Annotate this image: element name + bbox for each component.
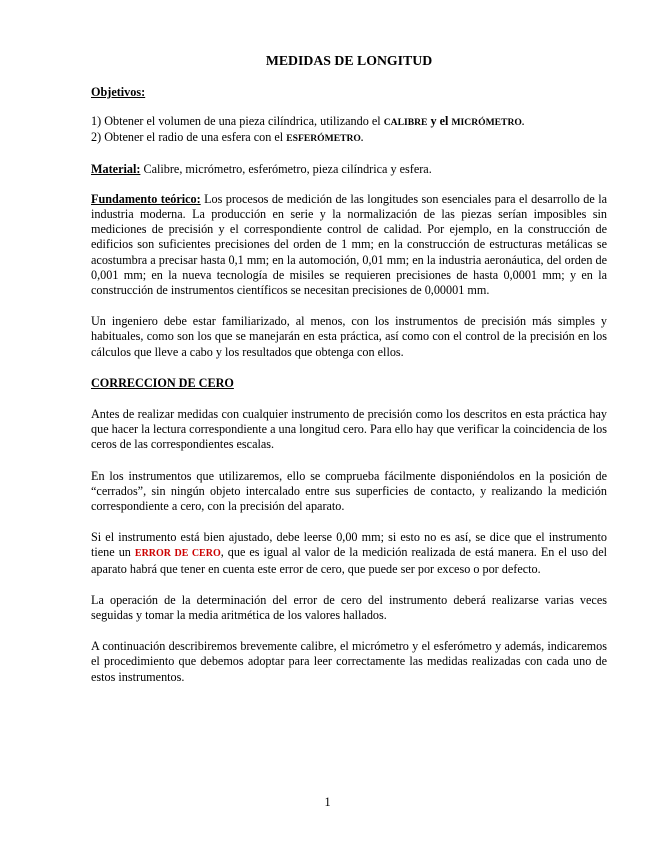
fundamento-paragraph bbox=[91, 192, 607, 298]
correccion-heading: CORRECCION DE CERO bbox=[91, 375, 234, 390]
correccion-paragraph-2: En los instrumentos que utilizaremos, ello se comprueba fácilmente disponiéndolos en la posición de “cerrados”, sin ningún objeto intercalado entre sus superficies de contacto, y realizando la medición correspondiente a cero, con la precisión del aparato. bbox=[91, 468, 607, 514]
objetivos-heading bbox=[91, 85, 607, 100]
objetivo-item-1 bbox=[91, 114, 607, 130]
correccion-paragraph-5: A continuación describiremos brevemente calibre, el micrómetro y el esferómetro y además, indicaremos el procedimiento que debemos adoptar para leer correctamente las medidas realizadas con cada uno de estos instrumentos. bbox=[91, 639, 607, 684]
correccion-paragraph-3 bbox=[91, 530, 607, 577]
p3-after-text: , que es igual al valor de la medición realizada de está manera. En el uso del aparato habrá que tener en cuenta este error de cero, que puede ser por exceso o por defecto. bbox=[91, 545, 608, 576]
page-content bbox=[91, 52, 607, 685]
document-title: MEDIDAS DE LONGITUD bbox=[265, 53, 433, 68]
material-label: Material: bbox=[91, 161, 141, 176]
material-paragraph bbox=[91, 162, 607, 177]
correccion-heading-line bbox=[91, 376, 607, 391]
p3-before-text: Si el instrumento está bien ajustado, debe leerse 0,00 mm; si esto no es así, se dice que el instrumento tiene un bbox=[91, 530, 607, 560]
calibre-term: CALIBRE bbox=[383, 117, 428, 129]
fundamento-text: Los procesos de medición de las longitudes son esenciales para el desarrollo de la industria moderna. La producción en serie y la normalización de las piezas serían imposibles sin mediciones de precisión y el correspondiente control de calidad. Por ejemplo, en la construcción de edificios son suficientes precisiones del orden de 1 mm; en la construcción de estructuras metálicas se acostumbra a precisar hasta 0,1 mm; en la automoción, 0,01 mm; en la industria aeronáutica, del orden de 0,001 mm; en la nueva tecnología de misiles se requieren precisiones de hasta 0,0001 mm; y en la construcción de instrumentos científicos se necesitan precisiones de 0,00001 mm. bbox=[91, 191, 607, 298]
micrometro-term: MICRÓMETRO. bbox=[451, 117, 525, 129]
objetivos-label: Objetivos: bbox=[91, 85, 146, 99]
material-text: Calibre, micrómetro, esferómetro, pieza cilíndrica y esfera. bbox=[143, 161, 432, 176]
correccion-paragraph-4: La operación de la determinación del error de cero del instrumento deberá realizarse varias veces seguidas y tomar la media aritmética de los valores hallados. bbox=[91, 592, 607, 623]
objetivo-1-connector: y el bbox=[430, 114, 449, 129]
error-de-cero-term: ERROR DE CERO bbox=[134, 548, 221, 560]
fundamento-label: Fundamento teórico: bbox=[91, 191, 201, 206]
objetivo-item-2 bbox=[91, 130, 607, 146]
objetivo-2-text: 2) Obtener el radio de una esfera con el bbox=[91, 130, 284, 145]
correccion-paragraph-1: Antes de realizar medidas con cualquier instrumento de precisión como los descritos en esta práctica hay que hacer la lectura correspondiente a una longitud cero. Para ello hay que verificar la coincidencia de los ceros de las correspondientes escalas. bbox=[91, 407, 607, 452]
esferometro-term: ESFERÓMETRO. bbox=[286, 133, 364, 145]
page-number: 1 bbox=[324, 795, 331, 809]
ingeniero-paragraph: Un ingeniero debe estar familiarizado, al menos, con los instrumentos de precisión más simples y habituales, como son los que se manejarán en esta práctica, así como con el control de la precisión en los cálculos que lleve a cabo y los resultados que obtenga con ellos. bbox=[91, 314, 607, 359]
objetivo-1-text: 1) Obtener el volumen de una pieza cilíndrica, utilizando el bbox=[91, 114, 381, 129]
